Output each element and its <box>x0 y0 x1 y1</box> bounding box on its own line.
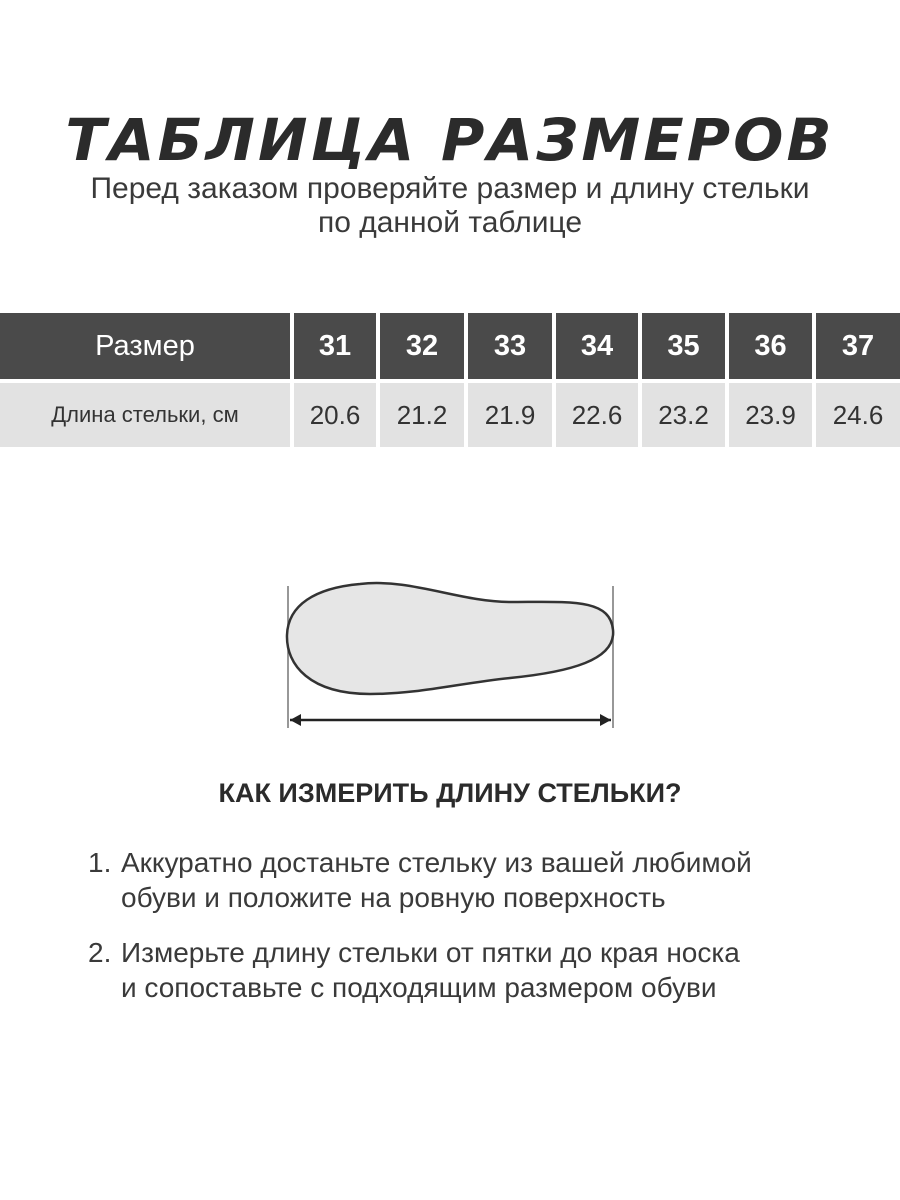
step-number: 2. <box>88 937 112 968</box>
size-cell: 31 <box>294 313 380 383</box>
length-row-label: Длина стельки, см <box>0 383 294 447</box>
step-text <box>121 845 752 915</box>
size-table <box>0 313 900 447</box>
page-subtitle <box>0 172 900 240</box>
size-header-label: Размер <box>0 313 294 383</box>
size-cell: 35 <box>642 313 729 383</box>
length-cell: 22.6 <box>556 383 642 447</box>
step-text-line: Измерьте длину стельки от пятки до края носка <box>121 937 740 968</box>
step-text-line: и сопоставьте с подходящим размером обуви <box>121 972 717 1003</box>
length-cell: 21.9 <box>468 383 556 447</box>
step-number: 1. <box>88 847 112 878</box>
length-cell: 23.2 <box>642 383 729 447</box>
instruction-list <box>88 845 848 1025</box>
howto-title: КАК ИЗМЕРИТЬ ДЛИНУ СТЕЛЬКИ? <box>218 778 682 808</box>
instruction-step <box>88 935 848 1005</box>
instruction-step <box>88 845 848 915</box>
length-cell: 20.6 <box>294 383 380 447</box>
size-cell: 34 <box>556 313 642 383</box>
step-text <box>121 935 740 1005</box>
subtitle-line-1: Перед заказом проверяйте размер и длину стельки <box>90 172 810 205</box>
length-cell: 21.2 <box>380 383 468 447</box>
size-cell: 36 <box>729 313 816 383</box>
step-text-line: Аккуратно достаньте стельку из вашей любимой <box>121 847 752 878</box>
size-cell: 37 <box>816 313 900 383</box>
length-cell: 24.6 <box>816 383 900 447</box>
insole-measure-icon <box>270 570 630 740</box>
length-cell: 23.9 <box>729 383 816 447</box>
page-title: ТАБЛИЦА РАЗМЕРОВ <box>65 106 835 174</box>
size-cell: 33 <box>468 313 556 383</box>
subtitle-line-2: по данной таблице <box>317 206 583 239</box>
length-row <box>0 383 900 447</box>
size-header-row <box>0 313 900 383</box>
step-text-line: обуви и положите на ровную поверхность <box>121 882 666 913</box>
size-cell: 32 <box>380 313 468 383</box>
